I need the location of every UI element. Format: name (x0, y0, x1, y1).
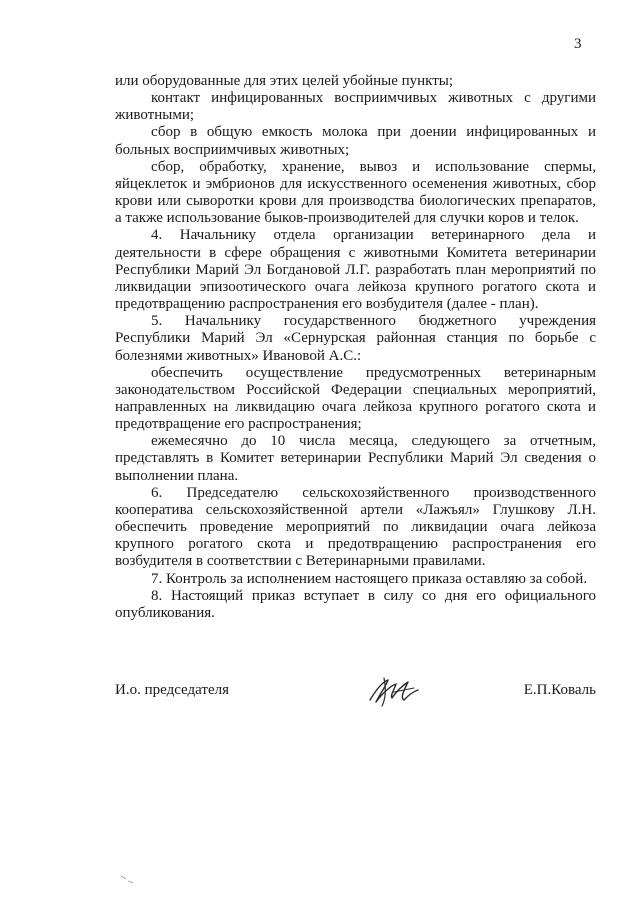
paragraph: обеспечить осуществление предусмотренных ветеринарным законодательством Российской Федерации специальных мероприятий, направленных на ликвидацию очага лейкоза крупного рогатого скота и предотвращение его распространения; (115, 364, 596, 433)
paragraph: 5. Начальнику государственного бюджетного учреждения Республики Марий Эл «Сернурская районная станция по борьбе с болезнями животных» Ивановой А.С.: (115, 313, 596, 364)
paragraph: или оборудованные для этих целей убойные пункты; (115, 73, 454, 89)
paragraph: сбор, обработку, хранение, вывоз и использование спермы, яйцеклеток и эмбрионов для искусственного осеменения животных, сбор крови или сыворотки крови для производства биологических препаратов, а также использование быков-производителей для случки коров и телок. (115, 158, 596, 227)
paragraph: 8. Настоящий приказ вступает в силу со дня его официального опубликования. (115, 587, 596, 621)
paragraph: ежемесячно до 10 числа месяца, следующего за отчетным, представлять в Комитет ветеринарии Республики Марий Эл сведения о выполнении плана. (115, 433, 596, 484)
paragraph: 4. Начальнику отдела организации ветеринарного дела и деятельности в сфере обращения с животными Комитета ветеринарии Республики Марий Эл Богдановой Л.Г. разработать план мероприятий по ликвидации эпизоотического очага лейкоза крупного рогатого скота и предотвращению распространения его возбудителя (далее - план). (115, 227, 596, 313)
paragraph: 7. Контроль за исполнением настоящего приказа оставляю за собой. (151, 570, 588, 587)
signatory-position: И.о. председателя (115, 682, 230, 698)
paragraph: контакт инфицированных восприимчивых животных с другими животными; (115, 90, 596, 124)
page-number: 3 (574, 36, 582, 52)
scan-artifact (119, 873, 137, 885)
signature-block (115, 672, 596, 712)
signatory-name: Е.П.Коваль (523, 682, 596, 698)
handwritten-signature (364, 672, 424, 710)
paragraph: 6. Председателю сельскохозяйственного производственного кооператива сельскохозяйственной артели «Лажъял» Глушкову Л.Н. обеспечить проведение мероприятий по ликвидации очага лейкоза крупного рогатого скота и предотвращению распространения его возбудителя в соответствии с Ветеринарными правилами. (115, 484, 596, 570)
paragraph: сбор в общую емкость молока при доении инфицированных и больных восприимчивых животных; (115, 124, 596, 158)
document-body (115, 73, 596, 622)
